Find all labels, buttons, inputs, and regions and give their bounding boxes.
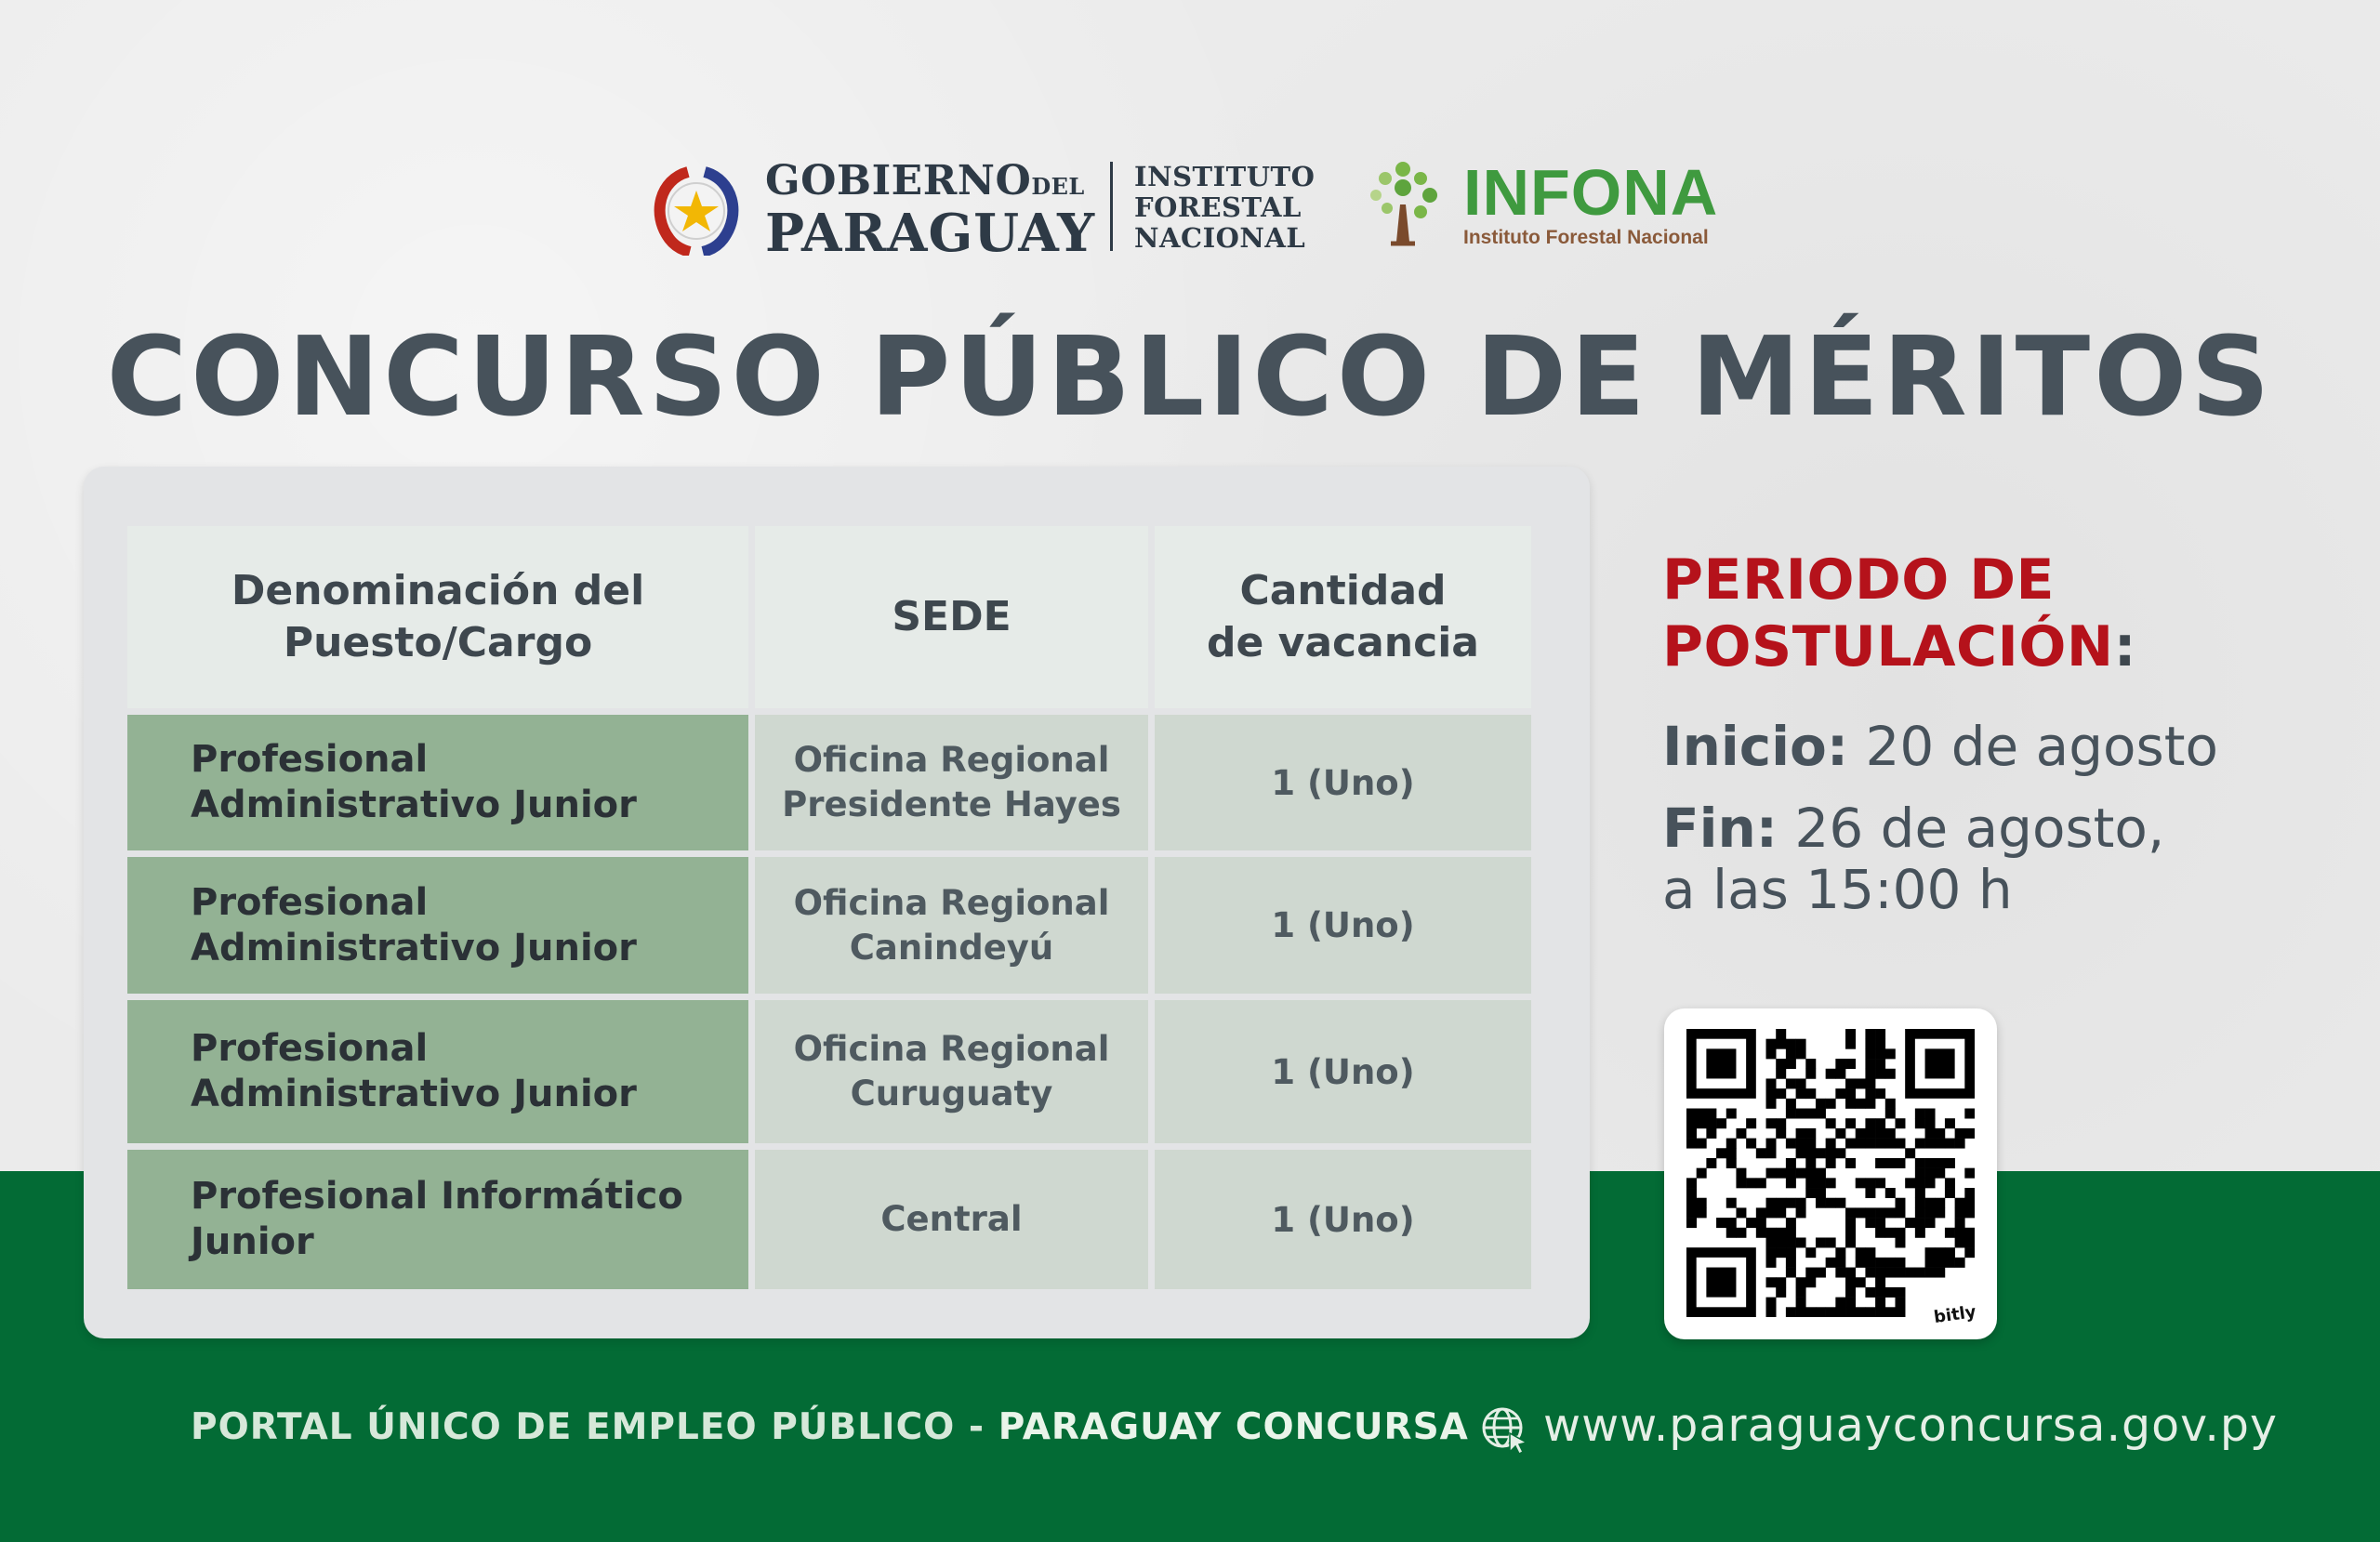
bitly-label: bitly (1933, 1301, 1978, 1328)
gobierno-del-paraguay-logo: GOBIERNODEL PARAGUAY (765, 157, 1096, 264)
cell-cantidad: 1 (Uno) (1155, 1150, 1531, 1289)
vacancy-table (127, 526, 1531, 1289)
table-row (127, 1000, 1531, 1150)
globe-icon (1480, 1405, 1530, 1456)
fin-time: a las 15:00 h (1662, 858, 2013, 921)
logo-divider (1110, 162, 1113, 251)
cell-puesto: Profesional Administrativo Junior (127, 857, 755, 1000)
cell-puesto: Profesional Administrativo Junior (127, 715, 755, 857)
fechas-block (1662, 716, 2218, 920)
qr-code[interactable] (1664, 1008, 1997, 1339)
cell-cantidad: 1 (Uno) (1155, 857, 1531, 1000)
table-row (127, 715, 1531, 857)
fin-line: Fin: 26 de agosto, (1662, 797, 2165, 860)
infona-tree-icon (1359, 158, 1445, 247)
instituto-forestal-text: INSTITUTO FORESTAL NACIONAL (1134, 161, 1316, 254)
table-row (127, 1150, 1531, 1289)
cell-cantidad: 1 (Uno) (1155, 1000, 1531, 1150)
table-row (127, 857, 1531, 1000)
paraguay-seal-icon (641, 163, 751, 256)
cell-puesto: Profesional Administrativo Junior (127, 1000, 755, 1150)
cell-sede: Oficina Regional Presidente Hayes (755, 715, 1155, 857)
cell-sede: Oficina Regional Canindeyú (755, 857, 1155, 1000)
footer-portal-text: PORTAL ÚNICO DE EMPLEO PÚBLICO - PARAGUAY CONCURSA (191, 1406, 1469, 1448)
inicio-line: Inicio: 20 de agosto (1662, 715, 2218, 778)
cell-sede: Oficina Regional Curuguaty (755, 1000, 1155, 1150)
cell-cantidad: 1 (Uno) (1155, 715, 1531, 857)
qr-code-icon (1686, 1029, 1975, 1317)
infona-logo: INFONA Instituto Forestal Nacional (1463, 156, 1719, 248)
cell-sede: Central (755, 1150, 1155, 1289)
cell-puesto: Profesional Informático Junior (127, 1150, 755, 1289)
header-logos (641, 156, 1739, 264)
periodo-heading: PERIODO DE POSTULACIÓN: (1662, 547, 2137, 679)
page-title: CONCURSO PÚBLICO DE MÉRITOS (106, 312, 2274, 441)
header-cantidad: Cantidad de vacancia (1155, 526, 1531, 715)
header-puesto: Denominación del Puesto/Cargo (127, 526, 755, 715)
header-sede: SEDE (755, 526, 1155, 715)
footer-url[interactable]: www.paraguayconcursa.gov.py (1543, 1399, 2278, 1452)
